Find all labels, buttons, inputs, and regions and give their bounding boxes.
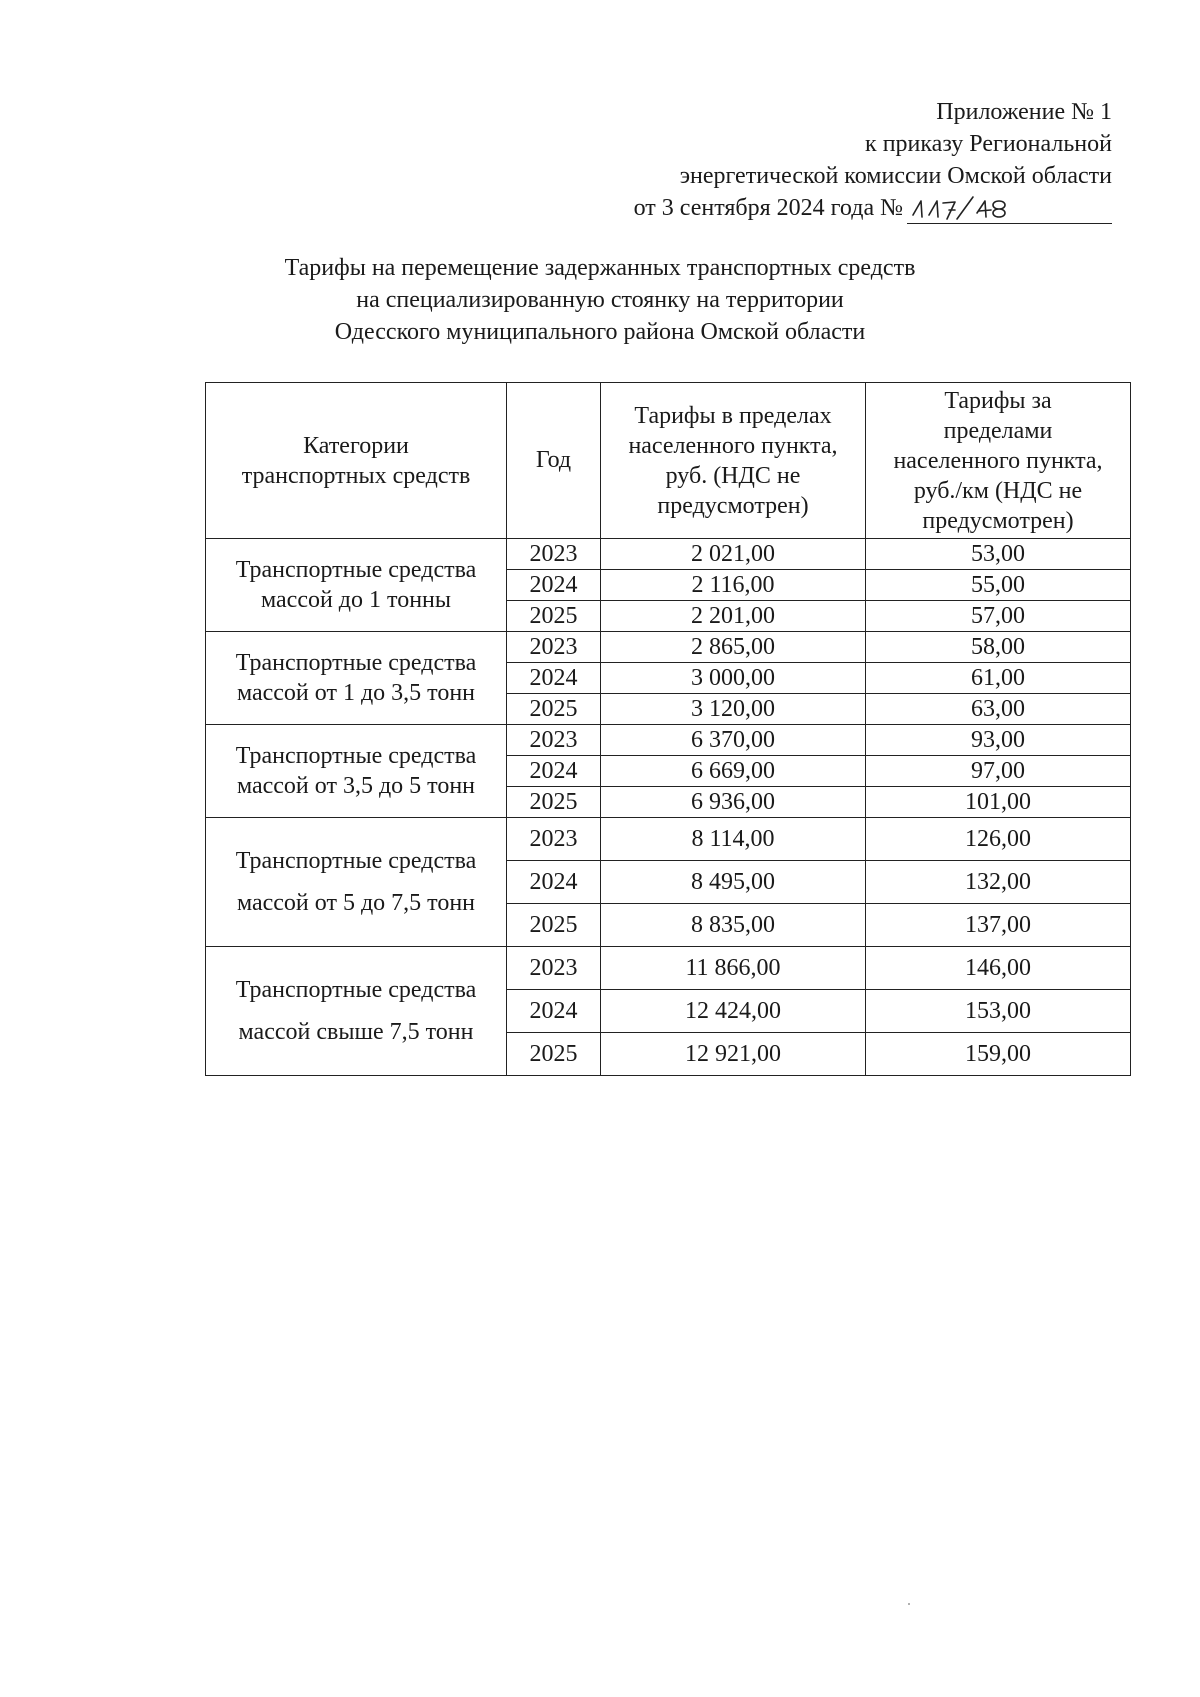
year-cell: 2024 [507,756,601,787]
tariff-outside-cell: 61,00 [866,663,1131,694]
tariff-outside-cell: 137,00 [866,904,1131,947]
table-row [206,539,1131,570]
category-cell: Транспортные средства массой до 1 тонны [206,539,507,632]
title-line-3: Одесского муниципального района Омской области [334,319,866,345]
tariff-within-cell: 6 370,00 [601,725,866,756]
year-cell: 2024 [507,570,601,601]
title-line-2: на специализированную стоянку на территории [356,287,844,313]
tariff-outside-cell: 97,00 [866,756,1131,787]
tariff-outside-cell: 57,00 [866,601,1131,632]
table-row [206,947,1131,990]
table-row [206,725,1131,756]
category-cell: Транспортные средства массой от 1 до 3,5 тонн [206,632,507,725]
handwritten-order-number-icon [907,193,1027,223]
header-year: Год [507,383,601,539]
tariff-within-cell: 8 114,00 [601,818,866,861]
year-cell: 2025 [507,787,601,818]
tariff-within-cell: 12 424,00 [601,990,866,1033]
category-cell: Транспортные средства массой от 5 до 7,5 тонн [206,818,507,947]
tariff-outside-cell: 93,00 [866,725,1131,756]
tariff-within-cell: 6 669,00 [601,756,866,787]
tariff-outside-cell: 132,00 [866,861,1131,904]
year-cell: 2023 [507,947,601,990]
year-cell: 2025 [507,904,601,947]
appendix-line-4: от 3 сентября 2024 года № [633,195,903,221]
tariff-within-cell: 2 201,00 [601,601,866,632]
appendix-line-2: к приказу Региональной [865,131,1112,157]
category-cell: Транспортные средства массой свыше 7,5 тонн [206,947,507,1076]
tariff-outside-cell: 63,00 [866,694,1131,725]
appendix-header [634,96,1112,224]
document-title [0,252,1200,348]
table-row [206,632,1131,663]
tariff-outside-cell: 153,00 [866,990,1131,1033]
table-row [206,818,1131,861]
order-number-handwritten [907,195,1112,224]
appendix-order-line [634,192,1112,224]
category-cell: Транспортные средства массой от 3,5 до 5 тонн [206,725,507,818]
year-cell: 2025 [507,1033,601,1076]
tariff-outside-cell: 146,00 [866,947,1131,990]
tariff-within-cell: 3 120,00 [601,694,866,725]
header-tariff-outside: Тарифы за пределами населенного пункта, руб./км (НДС не предусмотрен) [866,383,1131,539]
appendix-line-3: энергетической комиссии Омской области [679,163,1112,189]
header-tariff-within: Тарифы в пределах населенного пункта, руб. (НДС не предусмотрен) [601,383,866,539]
tariff-outside-cell: 159,00 [866,1033,1131,1076]
tariff-within-cell: 6 936,00 [601,787,866,818]
tariff-within-cell: 8 835,00 [601,904,866,947]
tariff-within-cell: 8 495,00 [601,861,866,904]
year-cell: 2024 [507,663,601,694]
tariff-outside-cell: 53,00 [866,539,1131,570]
title-line-1: Тарифы на перемещение задержанных транспортных средств [284,255,916,281]
tariff-within-cell: 2 021,00 [601,539,866,570]
tariff-outside-cell: 58,00 [866,632,1131,663]
year-cell: 2023 [507,725,601,756]
tariff-outside-cell: 55,00 [866,570,1131,601]
tariff-outside-cell: 126,00 [866,818,1131,861]
header-category: Категории транспортных средств [206,383,507,539]
tariff-within-cell: 3 000,00 [601,663,866,694]
year-cell: 2024 [507,990,601,1033]
scan-speck [908,1603,910,1605]
appendix-line-1: Приложение № 1 [936,99,1112,125]
year-cell: 2023 [507,539,601,570]
year-cell: 2023 [507,818,601,861]
tariff-within-cell: 12 921,00 [601,1033,866,1076]
year-cell: 2023 [507,632,601,663]
year-cell: 2025 [507,601,601,632]
tariff-within-cell: 11 866,00 [601,947,866,990]
tariff-outside-cell: 101,00 [866,787,1131,818]
year-cell: 2025 [507,694,601,725]
tariff-within-cell: 2 116,00 [601,570,866,601]
tariff-within-cell: 2 865,00 [601,632,866,663]
tariffs-table [205,382,1131,1076]
table-header-row [206,383,1131,539]
year-cell: 2024 [507,861,601,904]
